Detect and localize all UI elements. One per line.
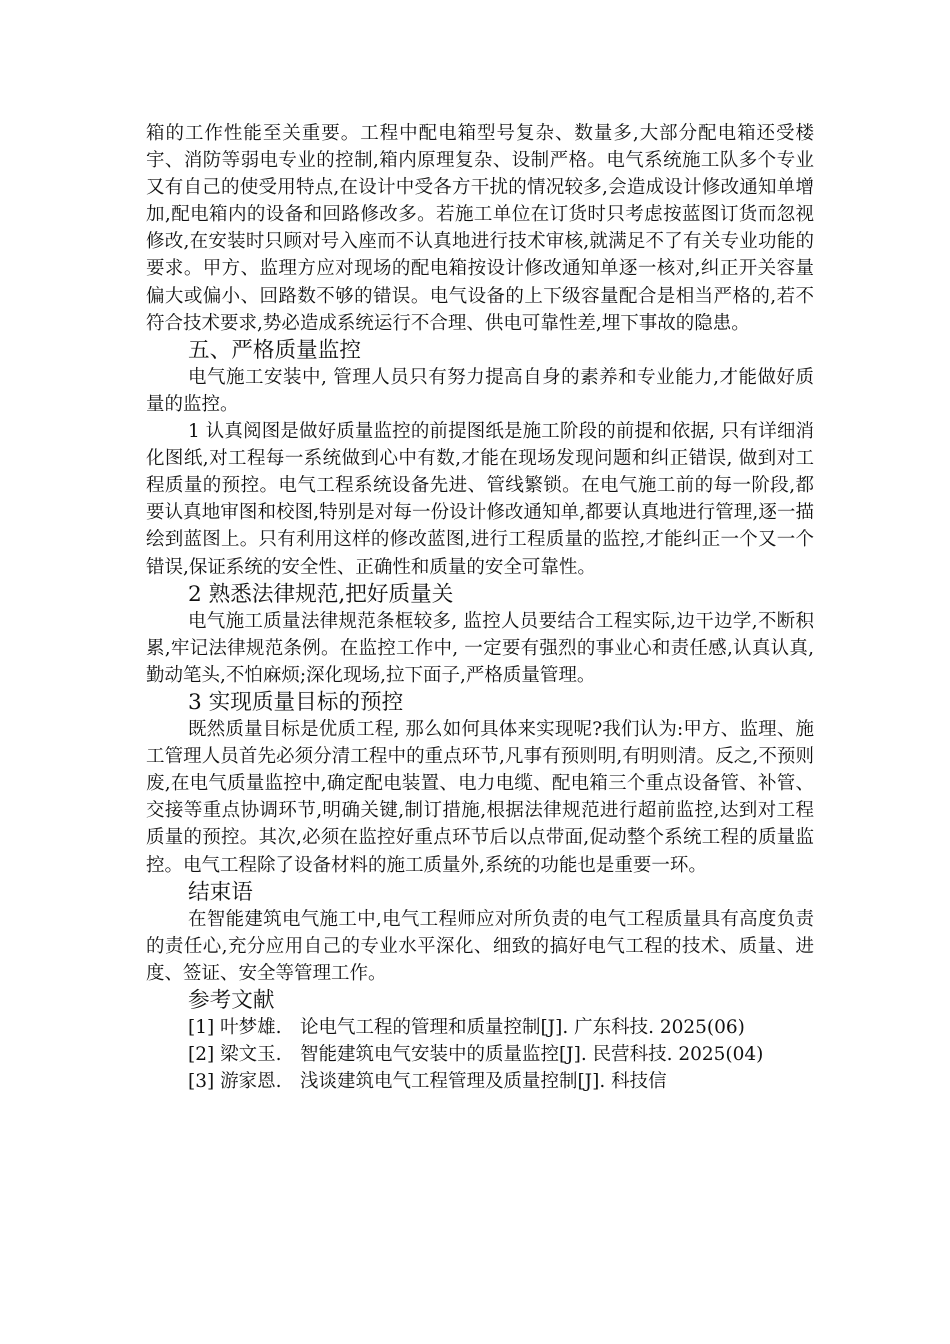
body-paragraph: 既然质量目标是优质工程, 那么如何具体来实现呢?我们认为:甲方、监理、施工管理人员首先必须分清工程中的重点环节,凡事有预则明,有明则清。反之,不预则废,在电气质量监控中,确定配电装置、电力电缆、配电箱三个重点设备管、补管、交接等重点协调环节,明确关键,制订措施,根据法律规范进行超前监控,达到对工程质量的预控。其次,必须在监控好重点环节后以点带面,促动整个系统工程的质量监控。电气工程除了设备材料的施工质量外,系统的功能也是重要一环。 [146, 719, 814, 876]
body-paragraph: 电气施工安装中, 管理人员只有努力提高自身的素养和专业能力,才能做好质量的监控。 [146, 366, 814, 415]
reference-item: [3] 游家恩. 浅谈建筑电气工程管理及质量控制[J]. 科技信 [188, 1071, 667, 1093]
body-paragraph: 箱的工作性能至关重要。工程中配电箱型号复杂、数量多,大部分配电箱还受楼宇、消防等弱电专业的控制,箱内原理复杂、设制严格。电气系统施工队多个专业又有自己的使受用特点,在设计中受各方干扰的情况较多,会造成设计修改通知单增加,配电箱内的设备和回路修改多。若施工单位在订货时只考虑按蓝图订货而忽视修改,在安装时只顾对号入座而不认真地进行技术审核,就满足不了有关专业功能的要求。甲方、监理方应对现场的配电箱按设计修改通知单逐一核对,纠正开关容量偏大或偏小、回路数不够的错误。电气设备的上下级容量配合是相当严格的,若不符合技术要求,势必造成系统运行不合理、供电可靠性差,埋下事故的隐患。 [146, 123, 814, 334]
body-paragraph: 在智能建筑电气施工中,电气工程师应对所负责的电气工程质量具有高度负责的责任心,充分应用自己的专业水平深化、细致的搞好电气工程的技术、质量、进度、签证、安全等管理工作。 [146, 908, 814, 984]
body-paragraph: 1 认真阅图是做好质量监控的前提图纸是施工阶段的前提和依据, 只有详细消化图纸,对工程每一系统做到心中有数,才能在现场发现问题和纠正错误, 做到对工程质量的预控。电气工程系统设备先进、管线繁锁。在电气施工前的每一阶段,都要认真地审图和校图,特别是对每一份设计修改通知单,都要认真地进行管理,逐一描绘到蓝图上。只有利用这样的修改蓝图,进行工程质量的监控,才能纠正一个又一个错误,保证系统的安全性、正确性和质量的安全可靠性。 [146, 421, 814, 578]
references-heading: 参考文献 [188, 988, 275, 1013]
document-page [146, 120, 814, 1095]
body-paragraph: 电气施工质量法律规范条框较多, 监控人员要结合工程实际,边干边学,不断积累,牢记法律规范条例。在监控工作中, 一定要有强烈的事业心和责任感,认真认真,勤动笔头,不怕麻烦;深化现场,拉下面子,严格质量管理。 [146, 610, 814, 686]
conclusion-heading: 结束语 [188, 879, 253, 905]
reference-item: [1] 叶梦雄. 论电气工程的管理和质量控制[J]. 广东科技. 2025(06) [188, 1017, 745, 1039]
subsection-heading: 3 实现质量目标的预控 [188, 689, 404, 715]
subsection-heading: 2 熟悉法律规范,把好质量关 [188, 581, 454, 607]
reference-item: [2] 梁文玉. 智能建筑电气安装中的质量监控[J]. 民营科技. 2025(04) [188, 1044, 764, 1066]
section-heading: 五、严格质量监控 [188, 337, 362, 363]
